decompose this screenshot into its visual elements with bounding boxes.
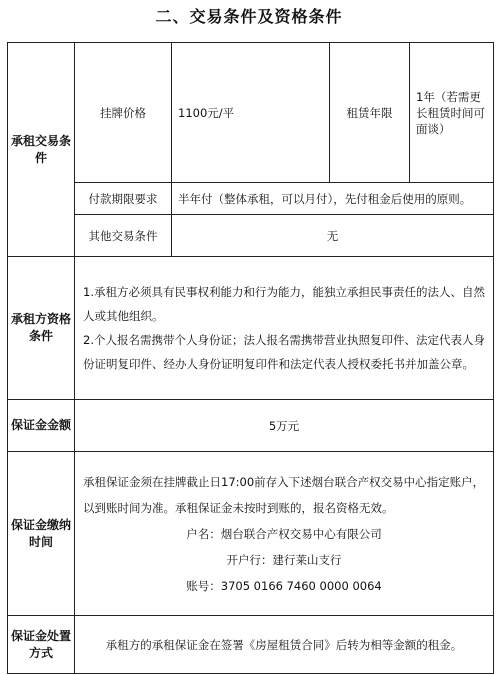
payment-label: 付款期限要求 [75,183,172,215]
bank-name: 开户行：建行莱山支行 [226,552,342,567]
qualification-row [8,257,494,400]
trade-row-other [8,215,494,257]
other-label: 其他交易条件 [75,215,172,257]
qualification-item-2: 2.个人报名需携带个人身份证；法人报名需携带营业执照复印件、法定代表人身份证明复印件、经办人身份证明复印件和法定代表人授权委托书并加盖公章。 [83,333,485,371]
deposit-header: 保证金金额 [8,400,75,452]
deposit-row [8,400,494,452]
term-label: 租赁年限 [330,43,410,183]
qualification-content [75,257,494,400]
price-label: 挂牌价格 [75,43,172,183]
payment-value: 半年付（整体承租，可以月付），先付租金后使用的原则。 [172,183,494,215]
account-number: 账号：3705 0166 7460 0000 0064 [186,578,382,593]
deposit-time-text: 承租保证金须在挂牌截止日17:00前存入下述烟台联合产权交易中心指定账户，以到账时间为准。承租保证金未按时到账的，报名资格无效。 [83,474,485,515]
section-title: 二、交易条件及资格条件 [155,7,343,26]
price-value: 1100元/平 [172,43,330,183]
conditions-table [7,42,494,674]
deposit-handling-text: 承租方的承租保证金在签署《房屋租赁合同》后转为相等金额的租金。 [75,616,494,674]
deposit-handling-header: 保证金处置方式 [8,616,75,674]
qualification-item-1: 1.承租方必须具有民事权利能力和行为能力，能独立承担民事责任的法人、自然人或其他组织。 [83,285,485,323]
trade-row-payment [8,183,494,215]
trade-row-price [8,43,494,183]
deposit-time-header: 保证金缴纳时间 [8,452,75,616]
deposit-handling-row [8,616,494,674]
deposit-time-row [8,452,494,616]
qualification-header: 承租方资格条件 [8,257,75,400]
trade-conditions-header: 承租交易条件 [8,43,75,257]
term-value: 1年（若需更长租赁时间可面谈） [410,43,494,183]
other-value: 无 [172,215,494,257]
deposit-time-content [75,452,494,616]
deposit-value: 5万元 [75,400,494,452]
account-name: 户名：烟台联合产权交易中心有限公司 [186,526,382,541]
